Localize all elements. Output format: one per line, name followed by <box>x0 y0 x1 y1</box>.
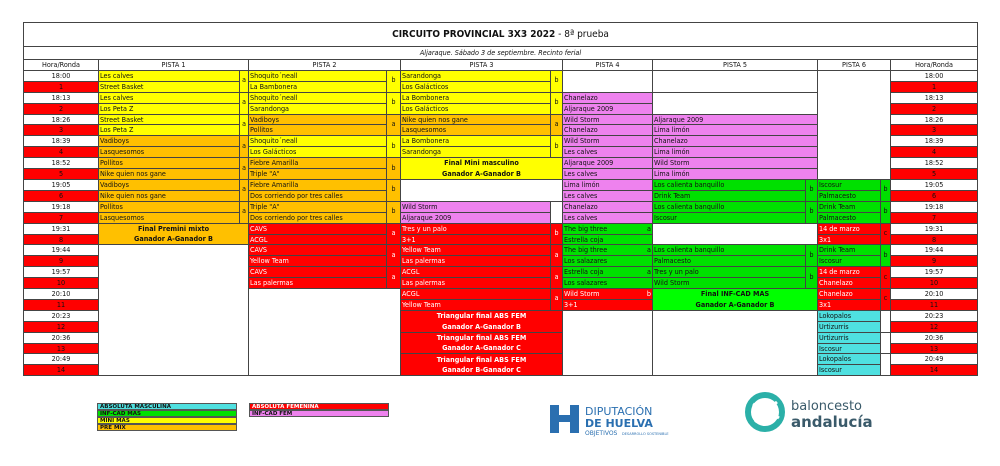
round-right: 3 <box>891 125 978 136</box>
empty-cell <box>401 179 563 201</box>
time-left: 19:44 <box>24 245 99 256</box>
time-right: 19:44 <box>891 245 978 256</box>
header-pista-3: PISTA 3 <box>401 60 563 71</box>
team-cell: CAVS <box>249 245 387 256</box>
schedule-row <box>24 223 978 234</box>
group-tag: b <box>881 245 891 267</box>
team-cell: Shoquito´neall <box>249 70 387 81</box>
time-right: 19:18 <box>891 201 978 212</box>
group-tag: a <box>647 223 651 233</box>
empty-cell <box>563 70 653 92</box>
empty-cell <box>653 223 818 245</box>
team-cell: Lima limón <box>653 147 818 158</box>
legend-absoluta-masculina: ABSOLUTA MASCULINA <box>97 403 237 410</box>
schedule-row <box>24 245 978 256</box>
team-cell: Los calienta banquillo <box>653 201 806 212</box>
svg-text:DESARROLLO SOSTENIBLE: DESARROLLO SOSTENIBLE <box>622 432 669 436</box>
header-hora-left: Hora/Ronda <box>24 60 99 71</box>
time-right: 20:10 <box>891 289 978 300</box>
schedule-rows <box>24 70 978 375</box>
round-left: 14 <box>24 365 99 376</box>
page-title: CIRCUITO PROVINCIAL 3X3 2022 - 8ª prueba <box>24 23 978 47</box>
header-row <box>24 60 978 71</box>
final-subtitle: Ganador A-Ganador B <box>99 234 249 245</box>
header-hora-right: Hora/Ronda <box>891 60 978 71</box>
round-right: 2 <box>891 103 978 114</box>
page-subtitle: Aljaraque. Sábado 3 de septiembre. Recinto ferial <box>24 47 978 60</box>
team-cell <box>563 267 653 278</box>
team-cell: Chanelazo <box>563 125 653 136</box>
round-left: 1 <box>24 81 99 92</box>
group-tag: b <box>551 70 563 92</box>
team-cell: Iscosur <box>818 179 881 190</box>
round-left: 12 <box>24 321 99 332</box>
team-cell: Lima limón <box>653 125 818 136</box>
team-cell: La Bombonera <box>401 136 551 147</box>
group-tag: b <box>806 179 818 201</box>
team-cell: Les calves <box>99 70 240 81</box>
time-right: 20:36 <box>891 332 978 343</box>
time-left: 20:23 <box>24 310 99 321</box>
round-right: 5 <box>891 169 978 180</box>
empty-cell <box>818 70 891 179</box>
round-left: 3 <box>24 125 99 136</box>
group-tag: b <box>387 136 401 158</box>
team-cell: Aljaraque 2009 <box>563 158 653 169</box>
time-left: 18:52 <box>24 158 99 169</box>
round-left: 6 <box>24 190 99 201</box>
team-cell: 3x1 <box>818 299 881 310</box>
time-left: 18:39 <box>24 136 99 147</box>
team-cell: 14 de marzo <box>818 223 881 234</box>
round-right: 13 <box>891 343 978 354</box>
team-cell: Las palermas <box>401 278 551 289</box>
team-cell: Iscosur <box>818 256 881 267</box>
round-left: 8 <box>24 234 99 245</box>
team-cell: CAVS <box>249 223 387 234</box>
team-cell: Wild Storm <box>401 201 551 212</box>
group-tag: a <box>647 245 651 255</box>
team-cell: Aljaraque 2009 <box>401 212 551 223</box>
team-name: The big three <box>564 223 608 233</box>
team-cell: Wild Storm <box>563 114 653 125</box>
round-left: 2 <box>24 103 99 114</box>
team-cell: Iscosur <box>818 343 881 354</box>
group-tag: a <box>551 267 563 289</box>
time-right: 18:13 <box>891 92 978 103</box>
time-right: 20:49 <box>891 354 978 365</box>
team-cell: Shoquito´neall <box>249 136 387 147</box>
empty-cell <box>653 92 818 114</box>
group-tag <box>881 354 891 376</box>
team-cell: Vadiboys <box>99 179 240 190</box>
final-subtitle: Ganador A-Ganador B <box>401 321 563 332</box>
group-tag: b <box>646 289 651 299</box>
group-tag: a <box>240 158 249 180</box>
team-cell: Pollitos <box>99 201 240 212</box>
round-left: 9 <box>24 256 99 267</box>
team-cell: Drink Team <box>818 245 881 256</box>
team-cell: Los salazares <box>563 256 653 267</box>
group-tag: b <box>387 179 401 201</box>
header-pista-4: PISTA 4 <box>563 60 653 71</box>
team-cell: Sarandonga <box>401 70 551 81</box>
team-cell: Vadiboys <box>99 136 240 147</box>
team-cell: 3+1 <box>563 299 653 310</box>
team-cell: Pollitos <box>99 158 240 169</box>
empty-cell <box>99 245 249 376</box>
team-cell: ACGL <box>401 289 551 300</box>
team-name: Wild Storm <box>564 289 600 299</box>
round-right: 1 <box>891 81 978 92</box>
schedule-sheet <box>23 22 978 376</box>
time-left: 20:10 <box>24 289 99 300</box>
team-cell: 3+1 <box>401 234 551 245</box>
team-cell: Lasquesomos <box>401 125 551 136</box>
svg-text:OBJETIVOS: OBJETIVOS <box>585 430 618 437</box>
team-cell: Les calves <box>563 147 653 158</box>
group-tag: b <box>387 201 401 223</box>
team-cell: Fiebre Amarilla <box>249 158 387 169</box>
group-tag: a <box>240 136 249 158</box>
header-pista-2: PISTA 2 <box>249 60 401 71</box>
final-subtitle: Ganador A-Ganador C <box>401 343 563 354</box>
time-left: 19:57 <box>24 267 99 278</box>
team-cell: La Bombonera <box>401 92 551 103</box>
team-cell: La Bambonera <box>249 81 387 92</box>
team-cell: Yellow Team <box>401 245 551 256</box>
team-cell: Lasquesomos <box>99 212 240 223</box>
team-cell: Triple "A" <box>249 169 387 180</box>
legend-pre-mix: PRE MIX <box>97 424 237 431</box>
time-right: 19:57 <box>891 267 978 278</box>
group-tag: c <box>881 267 891 289</box>
time-left: 20:49 <box>24 354 99 365</box>
svg-text:andalucía: andalucía <box>791 413 873 431</box>
team-cell: Chanelazo <box>563 201 653 212</box>
group-tag: a <box>240 201 249 223</box>
group-tag: b <box>387 158 401 180</box>
team-cell: Shoquito´neall <box>249 92 387 103</box>
time-left: 20:36 <box>24 332 99 343</box>
team-cell: Palmacesto <box>653 256 806 267</box>
team-cell: Yellow Team <box>249 256 387 267</box>
team-cell <box>563 223 653 234</box>
final-title: Triangular final ABS FEM <box>401 332 563 343</box>
team-cell: Los Peta Z <box>99 125 240 136</box>
team-cell: Los Galácticos <box>401 103 551 114</box>
schedule-row <box>24 212 978 223</box>
legend-inf-cad-fem: INF-CAD FEM <box>249 410 389 417</box>
empty-cell <box>653 70 818 92</box>
team-cell: Chanelazo <box>653 136 818 147</box>
team-cell: Tres y un palo <box>401 223 551 234</box>
team-cell: Los salazares <box>563 278 653 289</box>
group-tag: a <box>551 245 563 267</box>
team-cell: Street Basket <box>99 81 240 92</box>
team-cell: Las palermas <box>249 278 387 289</box>
team-cell: Street Basket <box>99 114 240 125</box>
time-right: 19:05 <box>891 179 978 190</box>
team-cell: Sarandonga <box>401 147 551 158</box>
final-subtitle: Ganador A-Ganador B <box>653 299 818 310</box>
team-cell: 3x1 <box>818 234 881 245</box>
team-cell: Sarandonga <box>249 103 387 114</box>
team-cell: Iscosur <box>653 212 806 223</box>
time-right: 20:23 <box>891 310 978 321</box>
team-cell: Wild Storm <box>653 278 806 289</box>
team-cell: Palmacesto <box>818 212 881 223</box>
schedule-row <box>24 201 978 212</box>
group-tag <box>881 310 891 332</box>
team-cell: Palmacesto <box>818 190 881 201</box>
team-name: Estrella coja <box>564 267 604 277</box>
team-cell: Dos corriendo por tres calles <box>249 190 387 201</box>
team-cell: CAVS <box>249 267 387 278</box>
team-cell: Nike quien nos gane <box>401 114 551 125</box>
schedule-table <box>23 22 978 376</box>
round-left: 11 <box>24 299 99 310</box>
team-cell: Tres y un palo <box>653 267 806 278</box>
round-right: 12 <box>891 321 978 332</box>
group-tag: a <box>387 267 401 289</box>
team-cell: Los calienta banquillo <box>653 245 806 256</box>
team-cell: Lokopalos <box>818 354 881 365</box>
time-left: 19:31 <box>24 223 99 234</box>
team-cell: Triple "A" <box>249 201 387 212</box>
final-title: Final INF-CAD MAS <box>653 289 818 300</box>
team-cell: Las palermas <box>401 256 551 267</box>
team-cell: Drink Team <box>653 190 806 201</box>
team-cell: Lima limón <box>653 169 818 180</box>
group-tag: b <box>387 92 401 114</box>
team-cell: ACGL <box>249 234 387 245</box>
group-tag: b <box>551 92 563 114</box>
round-right: 11 <box>891 299 978 310</box>
final-title: Final Premini mixto <box>99 223 249 234</box>
team-cell: Los Peta Z <box>99 103 240 114</box>
round-left: 10 <box>24 278 99 289</box>
svg-text:baloncesto: baloncesto <box>791 399 862 414</box>
team-cell: Chanelazo <box>563 92 653 103</box>
group-tag: a <box>240 114 249 136</box>
time-right: 18:39 <box>891 136 978 147</box>
team-cell: Pollitos <box>249 125 387 136</box>
team-cell: 14 de marzo <box>818 267 881 278</box>
team-cell: Iscosur <box>818 365 881 376</box>
group-tag: a <box>387 114 401 136</box>
team-cell: Les calves <box>99 92 240 103</box>
legend-mini-mas: MINI MAS <box>97 417 237 424</box>
team-cell: Estrella coja <box>563 234 653 245</box>
team-cell: Los calienta banquillo <box>653 179 806 190</box>
team-cell: Urtizurris <box>818 332 881 343</box>
header-pista-1: PISTA 1 <box>99 60 249 71</box>
empty-cell <box>249 289 401 376</box>
team-cell: Aljaraque 2009 <box>563 103 653 114</box>
group-tag: b <box>881 201 891 223</box>
header-pista-5: PISTA 5 <box>653 60 818 71</box>
team-cell: Nike quien nos gane <box>99 190 240 201</box>
team-cell <box>563 245 653 256</box>
team-cell: Los Galácticos <box>401 81 551 92</box>
group-tag: b <box>806 201 818 223</box>
group-tag: b <box>806 245 818 267</box>
round-right: 10 <box>891 278 978 289</box>
legend-inf-cad-mas: INF-CAD MAS <box>97 410 237 417</box>
round-right: 4 <box>891 147 978 158</box>
round-right: 7 <box>891 212 978 223</box>
team-cell: Chanelazo <box>818 278 881 289</box>
team-cell: Nike quien nos gane <box>99 169 240 180</box>
diputacion-huelva-logo <box>550 400 690 440</box>
time-left: 18:26 <box>24 114 99 125</box>
group-tag: a <box>647 267 651 277</box>
svg-text:DIPUTACIÓN: DIPUTACIÓN <box>585 405 653 418</box>
round-left: 5 <box>24 169 99 180</box>
round-right: 14 <box>891 365 978 376</box>
team-cell: Aljaraque 2009 <box>653 114 818 125</box>
group-tag: a <box>240 92 249 114</box>
team-cell: Les calves <box>563 190 653 201</box>
group-tag <box>881 332 891 354</box>
team-cell: Wild Storm <box>653 158 818 169</box>
final-title: Final Mini masculino <box>401 158 563 169</box>
team-cell: Les calves <box>563 212 653 223</box>
group-tag: b <box>387 70 401 92</box>
team-cell: Los Galácticos <box>249 147 387 158</box>
time-right: 18:00 <box>891 70 978 81</box>
round-left: 7 <box>24 212 99 223</box>
team-cell: Chanelazo <box>818 289 881 300</box>
round-right: 8 <box>891 234 978 245</box>
team-cell: Dos corriendo por tres calles <box>249 212 387 223</box>
schedule-row <box>24 234 978 245</box>
empty-cell <box>653 310 818 375</box>
baloncesto-andalucia-logo <box>745 392 885 436</box>
team-cell: Fiebre Amarilla <box>249 179 387 190</box>
schedule-row <box>24 179 978 190</box>
round-right: 6 <box>891 190 978 201</box>
team-cell: Vadiboys <box>249 114 387 125</box>
group-tag: b <box>806 267 818 289</box>
time-left: 18:13 <box>24 92 99 103</box>
round-left: 13 <box>24 343 99 354</box>
round-left: 4 <box>24 147 99 158</box>
final-subtitle: Ganador A-Ganador B <box>401 169 563 180</box>
group-tag: b <box>881 179 891 201</box>
team-cell: Wild Storm <box>563 136 653 147</box>
group-tag: a <box>240 70 249 92</box>
time-right: 18:52 <box>891 158 978 169</box>
team-cell: Lasquesomos <box>99 147 240 158</box>
round-right: 9 <box>891 256 978 267</box>
final-title: Triangular final ABS FEM <box>401 310 563 321</box>
time-right: 19:31 <box>891 223 978 234</box>
empty-cell <box>563 310 653 375</box>
group-tag: a <box>240 179 249 201</box>
time-left: 19:05 <box>24 179 99 190</box>
team-cell: Urtizurris <box>818 321 881 332</box>
group-tag: a <box>387 223 401 245</box>
group-tag <box>551 201 563 223</box>
group-tag: c <box>881 223 891 245</box>
team-cell: Yellow Team <box>401 299 551 310</box>
group-tag: a <box>387 245 401 267</box>
legend-absoluta-femenina: ABSOLUTA FEMENINA <box>249 403 389 410</box>
team-cell: Lokopalos <box>818 310 881 321</box>
group-tag: a <box>551 289 563 311</box>
final-subtitle: Ganador B-Ganador C <box>401 365 563 376</box>
schedule-row <box>24 70 978 81</box>
team-cell: Drink Team <box>818 201 881 212</box>
team-cell: ACGL <box>401 267 551 278</box>
team-name: The big three <box>564 245 608 255</box>
group-tag: c <box>881 289 891 311</box>
team-cell <box>563 289 653 300</box>
group-tag: b <box>551 136 563 158</box>
header-pista-6: PISTA 6 <box>818 60 891 71</box>
time-left: 19:18 <box>24 201 99 212</box>
time-left: 18:00 <box>24 70 99 81</box>
time-right: 18:26 <box>891 114 978 125</box>
team-cell: Les calves <box>563 169 653 180</box>
team-cell: Lima limón <box>563 179 653 190</box>
svg-text:DE HUELVA: DE HUELVA <box>585 417 653 430</box>
final-title: Triangular final ABS FEM <box>401 354 563 365</box>
group-tag: a <box>551 114 563 136</box>
group-tag: b <box>551 223 563 245</box>
